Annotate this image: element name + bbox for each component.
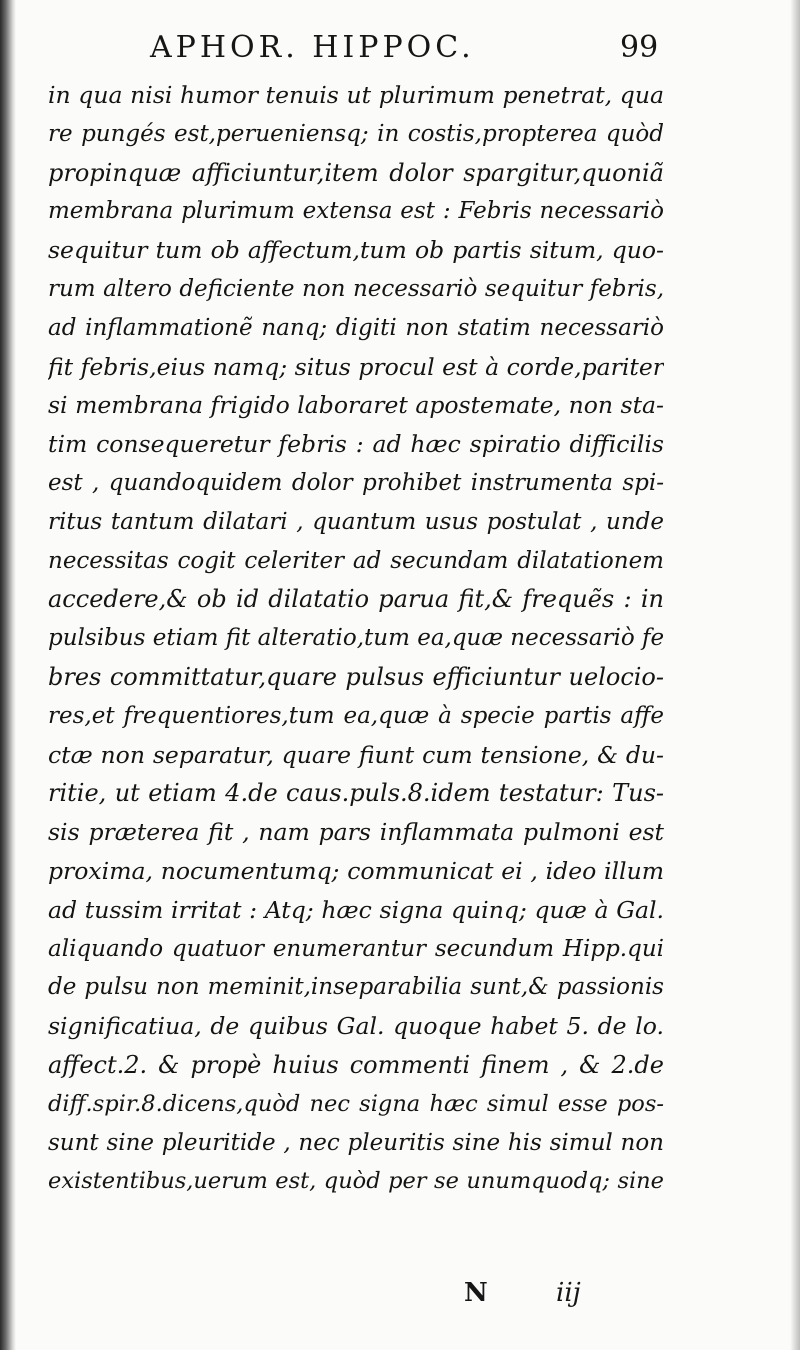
signature-numeral: iij: [556, 1278, 581, 1308]
text-line: diff.spir.8.dicens,quòd nec signa hæc simul esse pos-: [48, 1090, 664, 1117]
text-line: pulsibus etiam fit alteratio,tum ea,quæ necessariò fe: [48, 625, 664, 652]
page-number: 99: [620, 30, 659, 65]
text-line: sis præterea fit , nam pars inflammata pulmoni est: [48, 818, 664, 847]
binding-gutter-shadow: [0, 0, 16, 1350]
text-line: sunt sine pleuritide , nec pleuritis sine his simul non: [48, 1129, 664, 1156]
text-line: sequitur tum ob affectum,tum ob partis situm, quo-: [48, 236, 664, 265]
page-footer: [464, 1278, 614, 1318]
text-line: fit febris,eius namq; situs procul est à corde,pariter: [48, 352, 664, 381]
page-header: [150, 26, 670, 74]
text-line: membrana plurimum extensa est : Febris necessariò: [48, 198, 664, 225]
text-line: de pulsu non meminit,inseparabilia sunt,& passionis: [48, 974, 664, 1001]
running-title: APHOR. HIPPOC.: [150, 30, 475, 65]
text-line: bres committatur,quare pulsus efficiuntur uelocio-: [48, 662, 664, 691]
text-line: propinquæ afficiuntur,item dolor spargitur,quoniã: [48, 158, 664, 187]
signature-mark: N: [464, 1278, 488, 1308]
text-line: si membrana frigido laboraret apostemate, non sta-: [48, 391, 664, 420]
text-line: accedere,& ob id dilatatio parua fit,& frequẽs : in: [48, 585, 664, 614]
text-line: existentibus,uerum est, quòd per se unumquodq; sine: [48, 1168, 664, 1195]
text-line: re pungés est,perueniensq; in costis,propterea quòd: [48, 120, 664, 147]
text-line: proxima, nocumentumq; communicat ei , ideo illum: [48, 856, 664, 885]
text-line: res,et frequentiores,tum ea,quæ à specie partis affe: [48, 702, 664, 729]
text-line: ritus tantum dilatari , quantum usus postulat , unde: [48, 508, 664, 535]
text-line: ctæ non separatur, quare fiunt cum tensione, & du-: [48, 740, 664, 769]
text-line: ad inflammationẽ nanq; digiti non statim necessariò: [48, 314, 664, 341]
text-line: tim consequeretur febris : ad hæc spiratio difficilis: [48, 430, 664, 459]
page-edge-shadow: [790, 0, 800, 1350]
text-line: significatiua, de quibus Gal. quoque habet 5. de lo.: [48, 1012, 664, 1041]
text-line: ritie, ut etiam 4.de caus.puls.8.idem testatur: Tus-: [48, 779, 664, 808]
body-text: [48, 76, 664, 1276]
text-line: est , quandoquidem dolor prohibet instrumenta spi-: [48, 469, 664, 496]
text-line: necessitas cogit celeriter ad secundam dilatationem: [48, 547, 664, 574]
text-line: affect.2. & propè huius commenti finem , & 2.de: [48, 1050, 664, 1079]
text-line: rum altero deficiente non necessariò sequitur febris,: [48, 275, 664, 302]
text-line: ad tussim irritat : Atq; hæc signa quinq; quæ à Gal.: [48, 895, 664, 924]
text-line: in qua nisi humor tenuis ut plurimum penetrat, qua: [48, 81, 664, 109]
text-line: aliquando quatuor enumerantur secundum Hipp.qui: [48, 935, 664, 962]
